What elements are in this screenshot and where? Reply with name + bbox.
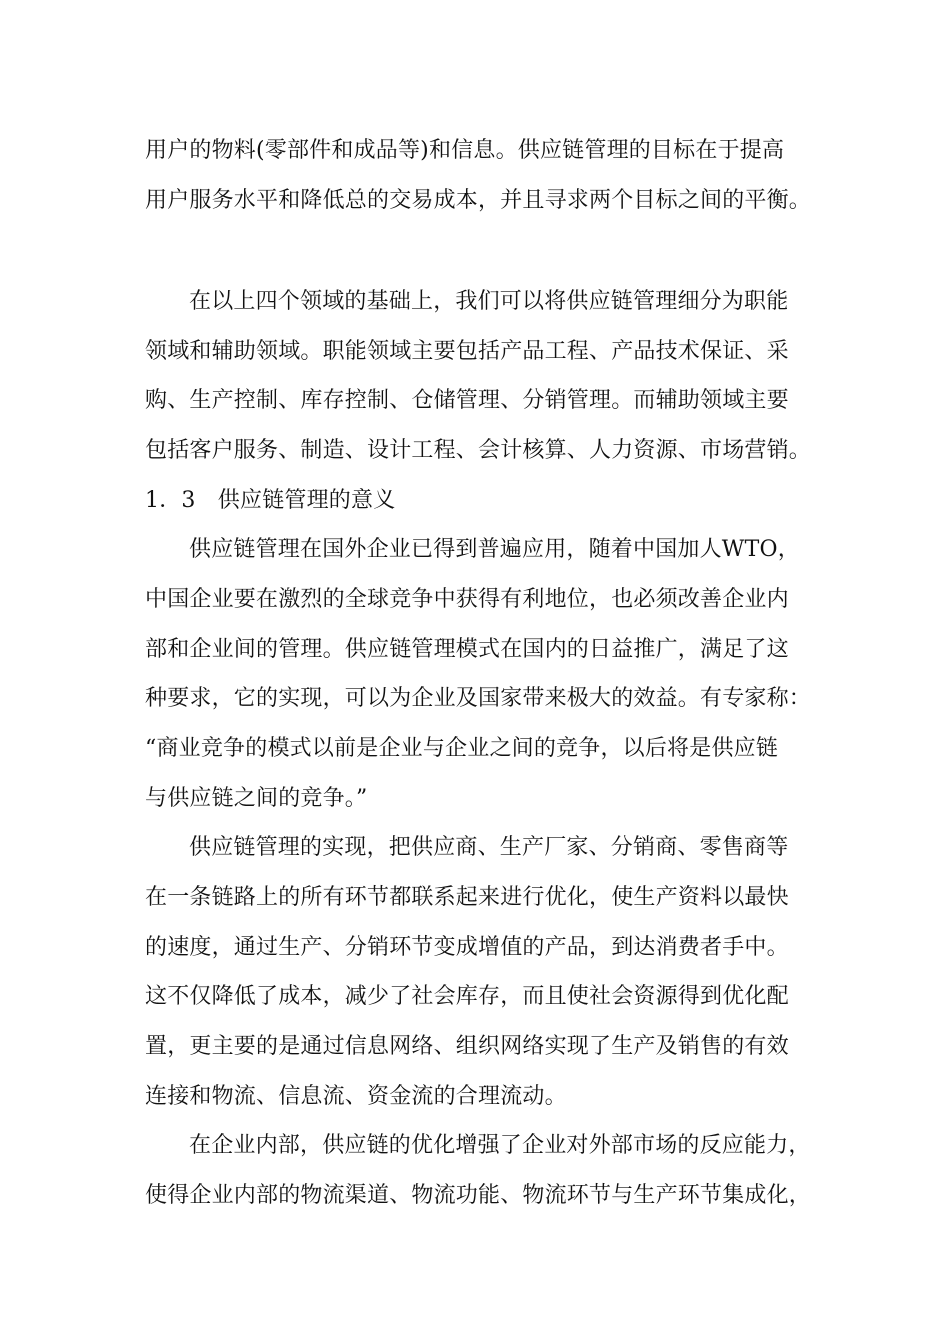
text-line: 的速度，通过生产、分销环节变成增值的产品，到达消费者手中。: [145, 935, 789, 960]
text-line: 领域和辅助领域。职能领域主要包括产品工程、产品技术保证、采: [145, 339, 789, 364]
text-line: 购、生产控制、库存控制、仓储管理、分销管理。而辅助领域主要: [145, 388, 789, 413]
text-line: 种要求，它的实现，可以为企业及国家带来极大的效益。有专家称：: [145, 686, 812, 711]
text-line: 置，更主要的是通过信息网络、组织网络实现了生产及销售的有效: [145, 1034, 789, 1059]
text-line: 连接和物流、信息流、资金流的合理流动。: [145, 1084, 567, 1109]
text-line: 供应链管理的实现，把供应商、生产厂家、分销商、零售商等: [189, 835, 789, 860]
text-line: 使得企业内部的物流渠道、物流功能、物流环节与生产环节集成化，: [145, 1183, 812, 1208]
text-line: 这不仅降低了成本，减少了社会库存，而且使社会资源得到优化配: [145, 984, 789, 1009]
text-line: 与供应链之间的竞争。”: [145, 786, 368, 811]
text-line: 在企业内部，供应链的优化增强了企业对外部市场的反应能力，: [189, 1133, 811, 1158]
section-heading: 1．3 供应链管理的意义: [145, 488, 396, 513]
text-line: 供应链管理在国外企业已得到普遍应用，随着中国加人WTO，: [189, 537, 800, 562]
text-line: “商业竞争的模式以前是企业与企业之间的竞争，以后将是供应链: [145, 736, 779, 761]
text-line: 用户的物料(零部件和成品等)和信息。供应链管理的目标在于提高: [145, 138, 785, 163]
text-line: 部和企业间的管理。供应链管理模式在国内的日益推广，满足了这: [145, 637, 789, 662]
text-line: 包括客户服务、制造、设计工程、会计核算、人力资源、市场营销。: [145, 438, 812, 463]
text-line: 在一条链路上的所有环节都联系起来进行优化，使生产资料以最快: [145, 885, 789, 910]
text-line: 中国企业要在激烈的全球竞争中获得有利地位，也必须改善企业内: [145, 587, 789, 612]
text-line: 用户服务水平和降低总的交易成本，并且寻求两个目标之间的平衡。: [145, 188, 812, 213]
text-line: 在以上四个领域的基础上，我们可以将供应链管理细分为职能: [189, 289, 789, 314]
